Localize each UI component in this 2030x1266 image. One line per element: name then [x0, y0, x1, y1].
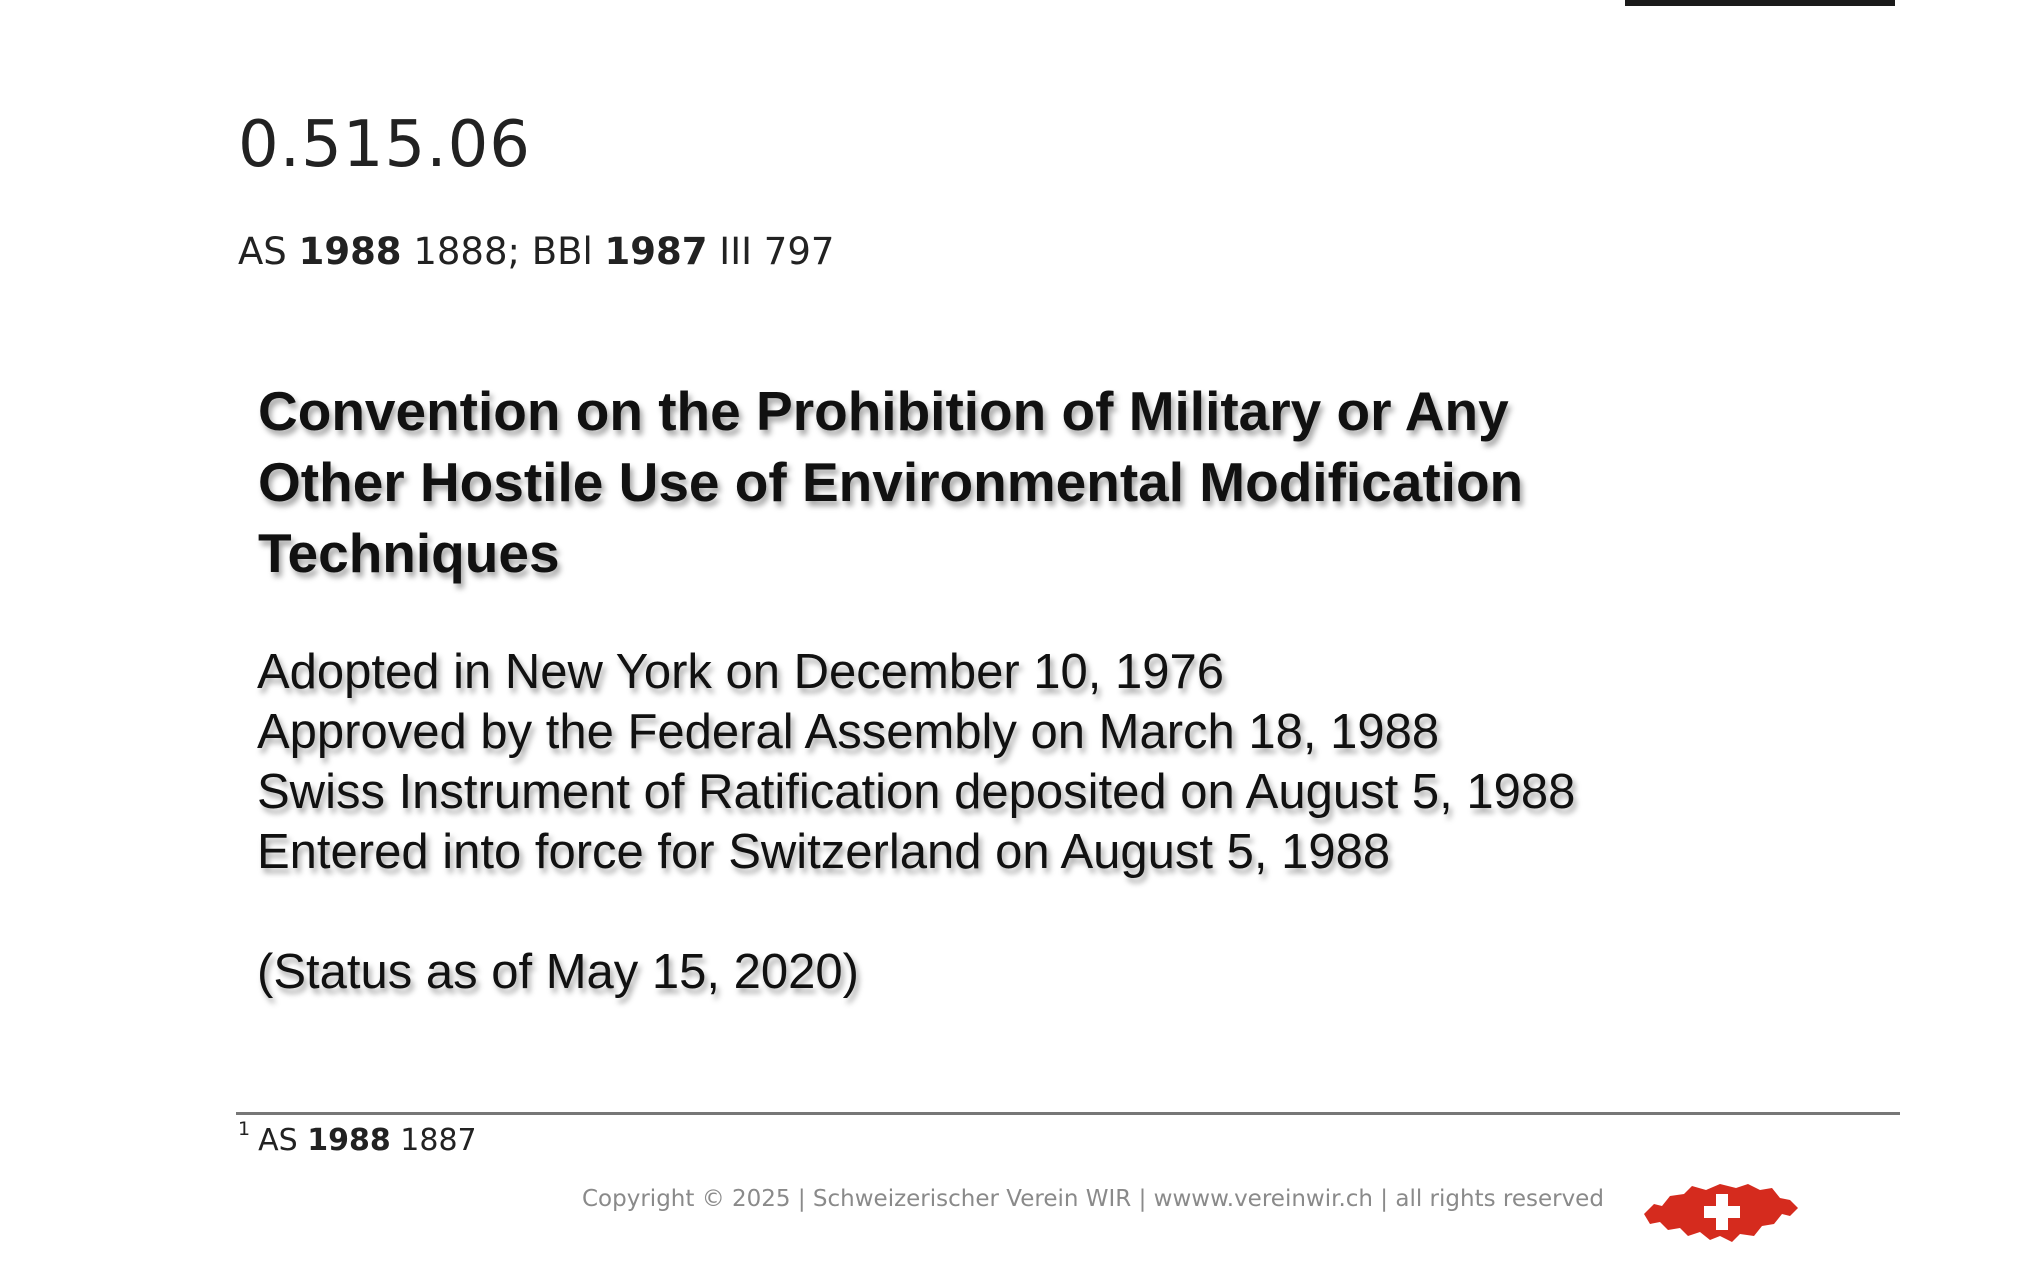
- footnote-page: 1887: [400, 1123, 477, 1158]
- footnote-year: 1988: [307, 1123, 391, 1158]
- date-adopted: Adopted in New York on December 10, 1976: [257, 645, 1225, 699]
- ref-as-page: 1888; BBl: [413, 230, 593, 273]
- footnote-divider: [236, 1112, 1900, 1115]
- date-in-force: Entered into force for Switzerland on August 5, 1988: [257, 825, 1391, 879]
- copyright-notice: Copyright © 2025 | Schweizerischer Verein WIR | wwww.vereinwir.ch | all rights reserved: [582, 1186, 1604, 1212]
- ref-as-year: 1988: [298, 230, 402, 273]
- document-number: 0.515.06: [238, 108, 531, 182]
- ref-as-prefix: AS: [238, 230, 287, 273]
- footnote: [238, 1118, 477, 1158]
- top-edge-mark: [1625, 0, 1895, 6]
- convention-title: [258, 376, 1758, 589]
- title-line: Convention on the Prohibition of Military or Any: [258, 380, 1509, 442]
- convention-dates: [257, 642, 1575, 882]
- date-ratified: Swiss Instrument of Ratification deposited on August 5, 1988: [257, 765, 1576, 819]
- reference-line: [238, 230, 834, 273]
- status-note: (Status as of May 15, 2020): [257, 945, 859, 999]
- swiss-cross-horizontal: [1704, 1206, 1740, 1218]
- footnote-prefix: AS: [258, 1123, 298, 1158]
- title-line: Techniques: [258, 522, 560, 584]
- ref-bbl-year: 1987: [604, 230, 708, 273]
- footnote-marker: 1: [238, 1118, 251, 1140]
- swiss-map-logo: [1640, 1174, 1804, 1246]
- title-line: Other Hostile Use of Environmental Modification: [258, 451, 1524, 513]
- date-approved: Approved by the Federal Assembly on March 18, 1988: [257, 705, 1440, 759]
- ref-bbl-rest: III 797: [719, 230, 835, 273]
